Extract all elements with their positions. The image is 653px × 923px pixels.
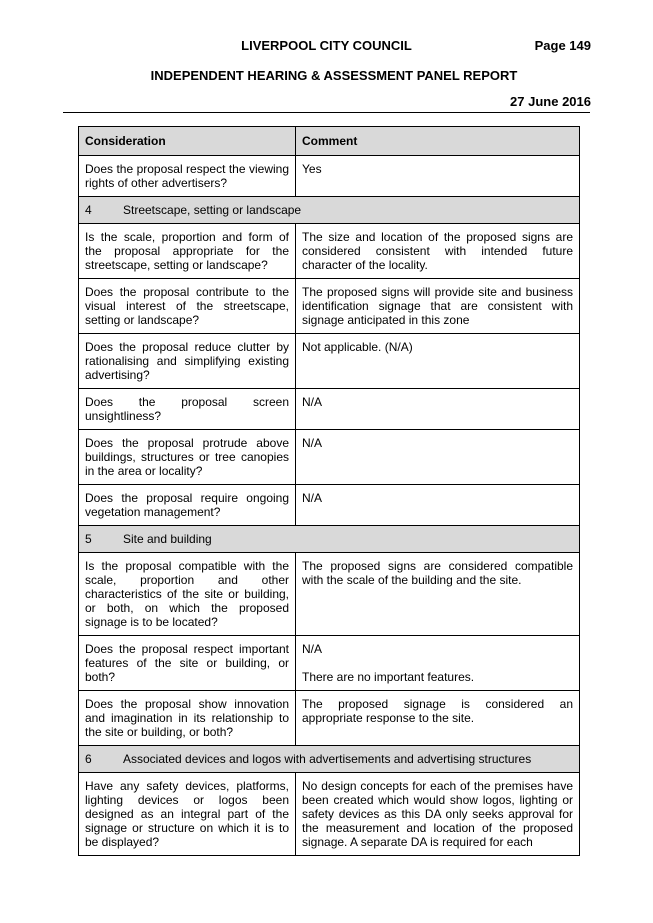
consideration-cell: Does the proposal require ongoing vegetation management? xyxy=(79,485,296,526)
paragraph-gap xyxy=(302,656,573,670)
consideration-cell: Have any safety devices, platforms, lighting devices or logos been designed as an integral part of the signage or structure on which it is to be displayed? xyxy=(79,773,296,856)
table-row xyxy=(79,389,580,430)
comment-cell: N/A xyxy=(296,485,580,526)
section-title: Streetscape, setting or landscape xyxy=(123,203,302,217)
section-title: Associated devices and logos with advertisements and advertising structures xyxy=(123,752,532,766)
table-header-row xyxy=(79,127,580,156)
consideration-cell: Does the proposal show innovation and imagination in its relationship to the site or building, or both? xyxy=(79,691,296,746)
comment-cell: N/A xyxy=(296,430,580,485)
comment-cell: The proposed signs are considered compatible with the scale of the building and the site. xyxy=(296,553,580,636)
table-row xyxy=(79,156,580,197)
table-row xyxy=(79,773,580,856)
table-row xyxy=(79,691,580,746)
report-title: INDEPENDENT HEARING & ASSESSMENT PANEL REPORT xyxy=(150,68,518,83)
comment-line: There are no important features. xyxy=(302,670,475,684)
table-row xyxy=(79,224,580,279)
table-row xyxy=(79,485,580,526)
comment-cell: The proposed signs will provide site and business identification signage that are consistent with signage anticipated in this zone xyxy=(296,279,580,334)
section-title: Site and building xyxy=(123,532,212,546)
comment-cell: The size and location of the proposed signs are considered consistent with intended future character of the locality. xyxy=(296,224,580,279)
header-comment: Comment xyxy=(296,127,580,156)
section-row xyxy=(79,526,580,553)
comment-cell: Not applicable. (N/A) xyxy=(296,334,580,389)
report-date: 27 June 2016 xyxy=(510,94,591,109)
section-heading-5 xyxy=(79,526,580,553)
comment-cell xyxy=(296,636,580,691)
consideration-cell: Does the proposal respect the viewing rights of other advertisers? xyxy=(79,156,296,197)
table-row xyxy=(79,553,580,636)
consideration-cell: Does the proposal screen unsightliness? xyxy=(79,389,296,430)
consideration-cell: Is the proposal compatible with the scale, proportion and other characteristics of the site or building, or both, on which the proposed signage is to be located? xyxy=(79,553,296,636)
consideration-cell: Does the proposal contribute to the visual interest of the streetscape, setting or landscape? xyxy=(79,279,296,334)
section-number: 5 xyxy=(85,532,92,546)
council-name: LIVERPOOL CITY COUNCIL xyxy=(241,38,412,53)
section-heading-6 xyxy=(79,746,580,773)
table-row xyxy=(79,334,580,389)
comment-cell: The proposed signage is considered an appropriate response to the site. xyxy=(296,691,580,746)
consideration-cell: Does the proposal respect important features of the site or building, or both? xyxy=(79,636,296,691)
section-heading-4 xyxy=(79,197,580,224)
header-consideration: Consideration xyxy=(79,127,296,156)
page-number: Page 149 xyxy=(534,38,591,53)
consideration-table xyxy=(78,126,580,856)
comment-cell: N/A xyxy=(296,389,580,430)
table-row xyxy=(79,430,580,485)
comment-line: N/A xyxy=(302,642,323,656)
consideration-cell: Is the scale, proportion and form of the proposal appropriate for the streetscape, setting or landscape? xyxy=(79,224,296,279)
header-rule xyxy=(63,112,590,113)
comment-cell: Yes xyxy=(296,156,580,197)
consideration-cell: Does the proposal protrude above buildings, structures or tree canopies in the area or locality? xyxy=(79,430,296,485)
section-row xyxy=(79,746,580,773)
comment-cell: No design concepts for each of the premises have been created which would show logos, lighting or safety devices as this DA only seeks approval for the measurement and location of the proposed signage. A separate DA is required for each xyxy=(296,773,580,856)
section-number: 4 xyxy=(85,203,92,217)
table-row xyxy=(79,279,580,334)
consideration-cell: Does the proposal reduce clutter by rationalising and simplifying existing advertising? xyxy=(79,334,296,389)
section-row xyxy=(79,197,580,224)
section-number: 6 xyxy=(85,752,92,766)
table-row xyxy=(79,636,580,691)
